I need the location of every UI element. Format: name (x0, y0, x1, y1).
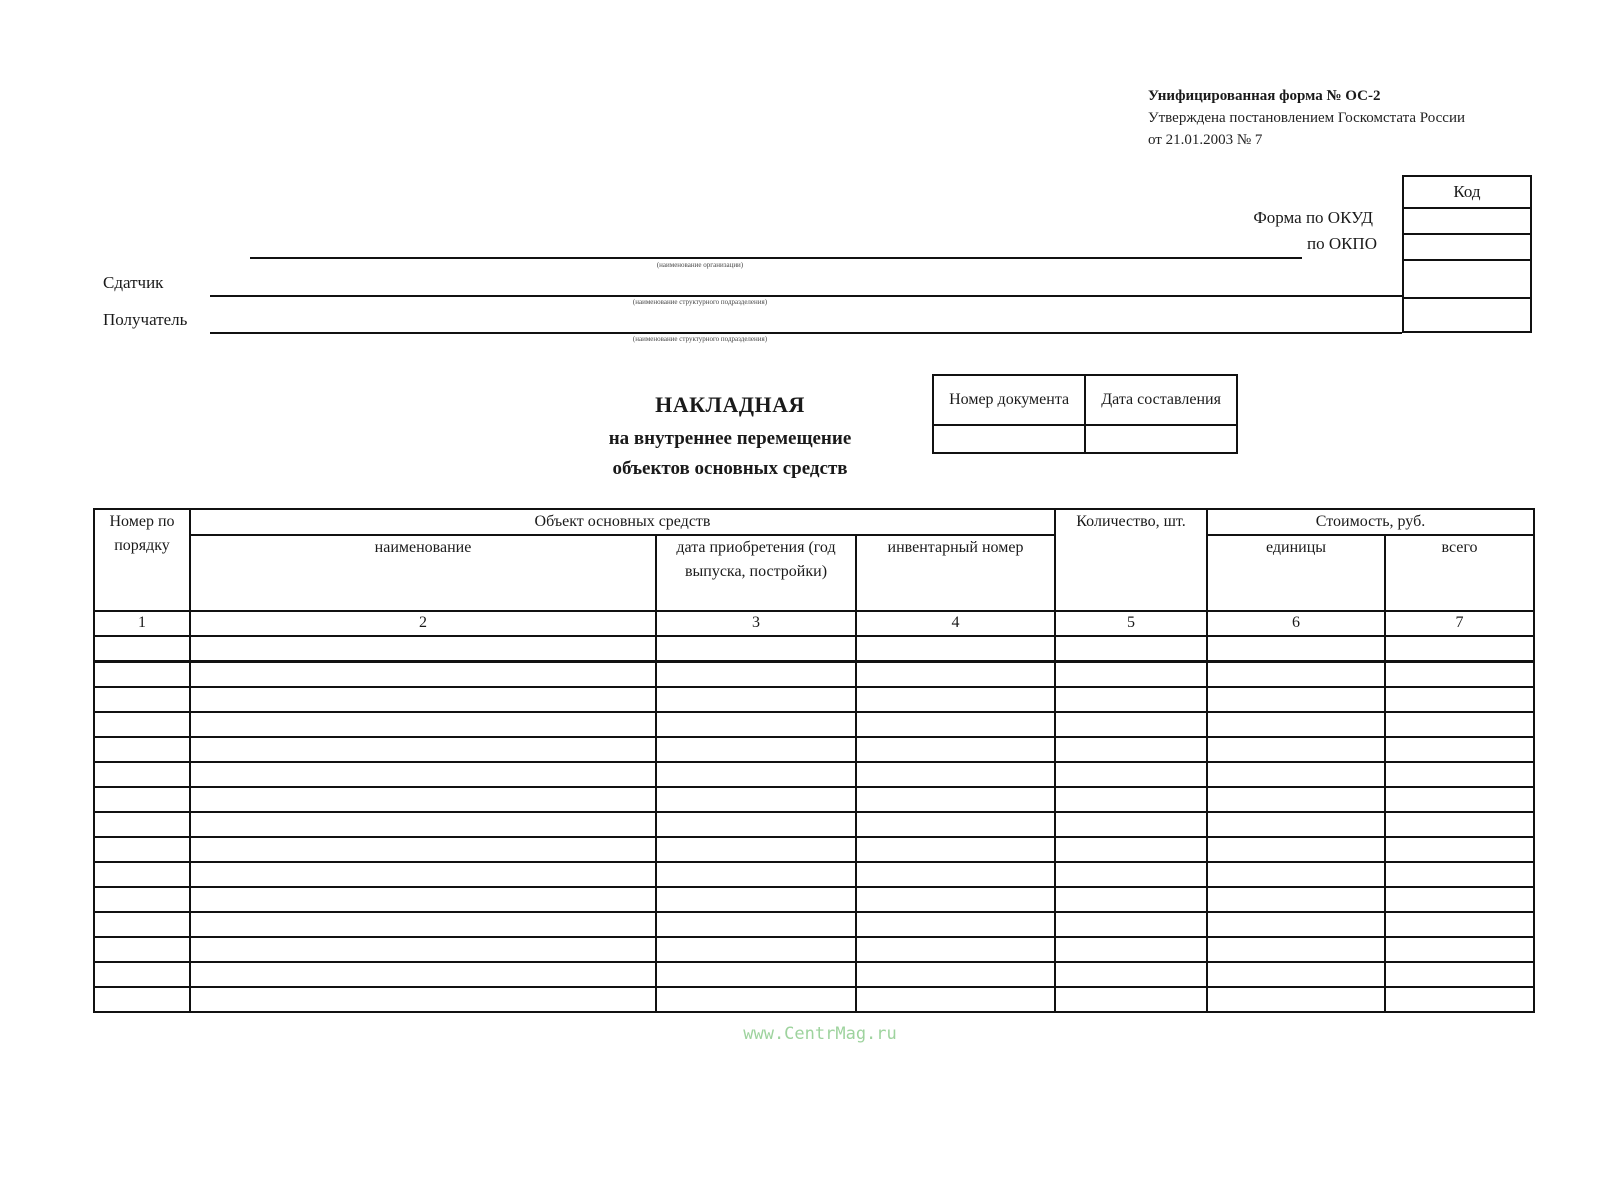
sender-line[interactable] (210, 295, 1402, 297)
table-cell[interactable] (1207, 636, 1385, 662)
table-cell[interactable] (1385, 962, 1534, 987)
table-cell[interactable] (1207, 737, 1385, 762)
table-cell[interactable] (1385, 737, 1534, 762)
table-row (94, 912, 1534, 937)
table-cell[interactable] (190, 837, 656, 862)
table-cell[interactable] (1207, 987, 1385, 1012)
table-cell[interactable] (1385, 636, 1534, 662)
table-cell[interactable] (1385, 812, 1534, 837)
table-cell[interactable] (856, 762, 1055, 787)
column-number: 2 (190, 611, 656, 636)
sender-caption: (наименование структурного подразделения) (632, 298, 768, 306)
table-cell[interactable] (856, 962, 1055, 987)
table-cell[interactable] (1207, 862, 1385, 887)
table-cell[interactable] (856, 912, 1055, 937)
table-cell[interactable] (1385, 687, 1534, 712)
table-cell[interactable] (656, 962, 856, 987)
table-cell[interactable] (1055, 987, 1207, 1012)
table-cell[interactable] (1385, 887, 1534, 912)
table-cell[interactable] (94, 712, 190, 737)
col-name-header: наименование (190, 535, 656, 611)
doc-number-header: Номер документа (933, 375, 1085, 425)
table-cell[interactable] (1207, 962, 1385, 987)
table-cell[interactable] (656, 662, 856, 688)
table-cell[interactable] (1055, 937, 1207, 962)
table-cell[interactable] (190, 787, 656, 812)
organization-caption: (наименование организации) (656, 261, 744, 269)
receiver-caption: (наименование структурного подразделения) (632, 335, 768, 343)
table-cell[interactable] (94, 812, 190, 837)
table-cell[interactable] (1385, 987, 1534, 1012)
table-cell[interactable] (1055, 762, 1207, 787)
table-row (94, 962, 1534, 987)
table-cell[interactable] (94, 687, 190, 712)
doc-date-field[interactable] (1085, 425, 1237, 453)
codes-head: Код (1404, 177, 1530, 209)
col-number-header: Номер по порядку (94, 509, 190, 611)
table-cell[interactable] (1385, 712, 1534, 737)
approval-line-2: от 21.01.2003 № 7 (1148, 132, 1263, 148)
table-cell[interactable] (1055, 862, 1207, 887)
table-cell[interactable] (94, 662, 190, 688)
table-cell[interactable] (856, 636, 1055, 662)
table-cell[interactable] (94, 837, 190, 862)
table-row (94, 837, 1534, 862)
table-cell[interactable] (1207, 837, 1385, 862)
table-cell[interactable] (656, 737, 856, 762)
table-cell[interactable] (1385, 837, 1534, 862)
table-row (94, 762, 1534, 787)
codes-box (1402, 175, 1532, 333)
table-row (94, 987, 1534, 1012)
table-cell[interactable] (1055, 837, 1207, 862)
okud-code-field[interactable] (1404, 209, 1530, 235)
table-cell[interactable] (1385, 787, 1534, 812)
table-cell[interactable] (856, 712, 1055, 737)
table-cell[interactable] (94, 636, 190, 662)
col-inventory-header: инвентарный номер (856, 535, 1055, 611)
table-cell[interactable] (856, 862, 1055, 887)
table-cell[interactable] (656, 636, 856, 662)
table-cell[interactable] (94, 862, 190, 887)
table-cell[interactable] (190, 912, 656, 937)
table-row (94, 687, 1534, 712)
table-row (94, 712, 1534, 737)
column-number: 7 (1385, 611, 1534, 636)
column-number: 4 (856, 611, 1055, 636)
table-cell[interactable] (94, 737, 190, 762)
table-row (94, 787, 1534, 812)
column-number: 6 (1207, 611, 1385, 636)
table-cell[interactable] (1207, 662, 1385, 688)
table-cell[interactable] (1385, 862, 1534, 887)
table-cell[interactable] (656, 887, 856, 912)
document-title (520, 392, 940, 484)
form-title: Унифицированная форма № ОС-2 (1148, 88, 1381, 104)
table-cell[interactable] (190, 962, 656, 987)
assets-table (93, 508, 1535, 1013)
table-cell[interactable] (1055, 812, 1207, 837)
table-cell[interactable] (856, 662, 1055, 688)
table-cell[interactable] (1385, 662, 1534, 688)
table-cell[interactable] (656, 762, 856, 787)
col-unit-header: единицы (1207, 535, 1385, 611)
column-number: 1 (94, 611, 190, 636)
title-line-3: объектов основных средств (612, 458, 848, 479)
col-date-header: дата приобретения (год выпуска, постройки) (656, 535, 856, 611)
table-cell[interactable] (1385, 937, 1534, 962)
table-cell[interactable] (1055, 962, 1207, 987)
table-cell[interactable] (190, 662, 656, 688)
table-cell[interactable] (656, 862, 856, 887)
table-cell[interactable] (856, 987, 1055, 1012)
group-object-header: Объект основных средств (190, 509, 1055, 535)
col-quantity-header: Количество, шт. (1055, 509, 1207, 611)
table-cell[interactable] (856, 887, 1055, 912)
table-cell[interactable] (1207, 787, 1385, 812)
table-cell[interactable] (856, 937, 1055, 962)
table-body (94, 636, 1534, 1012)
table-cell[interactable] (856, 837, 1055, 862)
table-cell[interactable] (1207, 887, 1385, 912)
approval-line-1: Утверждена постановлением Госкомстата России (1148, 110, 1466, 126)
table-cell[interactable] (856, 687, 1055, 712)
table-cell[interactable] (94, 762, 190, 787)
table-row (94, 737, 1534, 762)
table-cell[interactable] (1055, 687, 1207, 712)
group-cost-header: Стоимость, руб. (1207, 509, 1534, 535)
table-cell[interactable] (1207, 912, 1385, 937)
table-cell[interactable] (190, 762, 656, 787)
table-cell[interactable] (656, 837, 856, 862)
table-cell[interactable] (1055, 662, 1207, 688)
table-cell[interactable] (94, 887, 190, 912)
table-cell[interactable] (1207, 937, 1385, 962)
table-cell[interactable] (656, 937, 856, 962)
table-cell[interactable] (1055, 712, 1207, 737)
document-info-table (932, 374, 1238, 454)
table-cell[interactable] (856, 737, 1055, 762)
table-cell[interactable] (1207, 712, 1385, 737)
table-cell[interactable] (656, 987, 856, 1012)
table-cell[interactable] (1055, 737, 1207, 762)
table-cell[interactable] (190, 737, 656, 762)
table-cell[interactable] (656, 712, 856, 737)
table-cell[interactable] (190, 862, 656, 887)
doc-number-field[interactable] (933, 425, 1085, 453)
table-cell[interactable] (190, 687, 656, 712)
title-line-2: на внутреннее перемещение (608, 428, 852, 449)
table-cell[interactable] (190, 887, 656, 912)
okpo-code-field[interactable] (1404, 235, 1530, 261)
table-row (94, 662, 1534, 688)
table-cell[interactable] (190, 636, 656, 662)
table-cell[interactable] (1055, 887, 1207, 912)
table-cell[interactable] (656, 912, 856, 937)
table-cell[interactable] (1207, 762, 1385, 787)
table-cell[interactable] (94, 937, 190, 962)
sender-label: Сдатчик (103, 273, 164, 292)
table-cell[interactable] (1385, 912, 1534, 937)
table-cell[interactable] (656, 787, 856, 812)
table-cell[interactable] (1385, 762, 1534, 787)
okpo-label: по ОКПО (1306, 234, 1377, 253)
table-cell[interactable] (1055, 912, 1207, 937)
receiver-code-field[interactable] (1404, 299, 1530, 331)
table-cell[interactable] (190, 987, 656, 1012)
column-number: 5 (1055, 611, 1207, 636)
table-cell[interactable] (190, 937, 656, 962)
table-cell[interactable] (856, 787, 1055, 812)
table-cell[interactable] (856, 812, 1055, 837)
column-number: 3 (656, 611, 856, 636)
table-cell[interactable] (1207, 687, 1385, 712)
table-cell[interactable] (190, 812, 656, 837)
okud-label: Форма по ОКУД (1253, 208, 1373, 227)
table-cell[interactable] (190, 712, 656, 737)
table-cell[interactable] (94, 912, 190, 937)
title-line-1: НАКЛАДНАЯ (655, 392, 805, 417)
table-cell[interactable] (1207, 812, 1385, 837)
table-cell[interactable] (94, 962, 190, 987)
table-cell[interactable] (656, 687, 856, 712)
receiver-line[interactable] (210, 332, 1402, 334)
table-cell[interactable] (1055, 636, 1207, 662)
doc-date-header: Дата составления (1085, 375, 1237, 425)
table-cell[interactable] (94, 787, 190, 812)
table-cell[interactable] (656, 812, 856, 837)
table-row (94, 812, 1534, 837)
col-total-header: всего (1385, 535, 1534, 611)
table-row (94, 862, 1534, 887)
table-cell[interactable] (94, 987, 190, 1012)
watermark: www.CentrMag.ru (743, 1024, 897, 1044)
table-cell[interactable] (1055, 787, 1207, 812)
organization-line[interactable] (250, 257, 1302, 259)
table-row (94, 887, 1534, 912)
receiver-label: Получатель (103, 310, 188, 329)
table-row (94, 937, 1534, 962)
sender-code-field[interactable] (1404, 261, 1530, 299)
table-row (94, 636, 1534, 662)
